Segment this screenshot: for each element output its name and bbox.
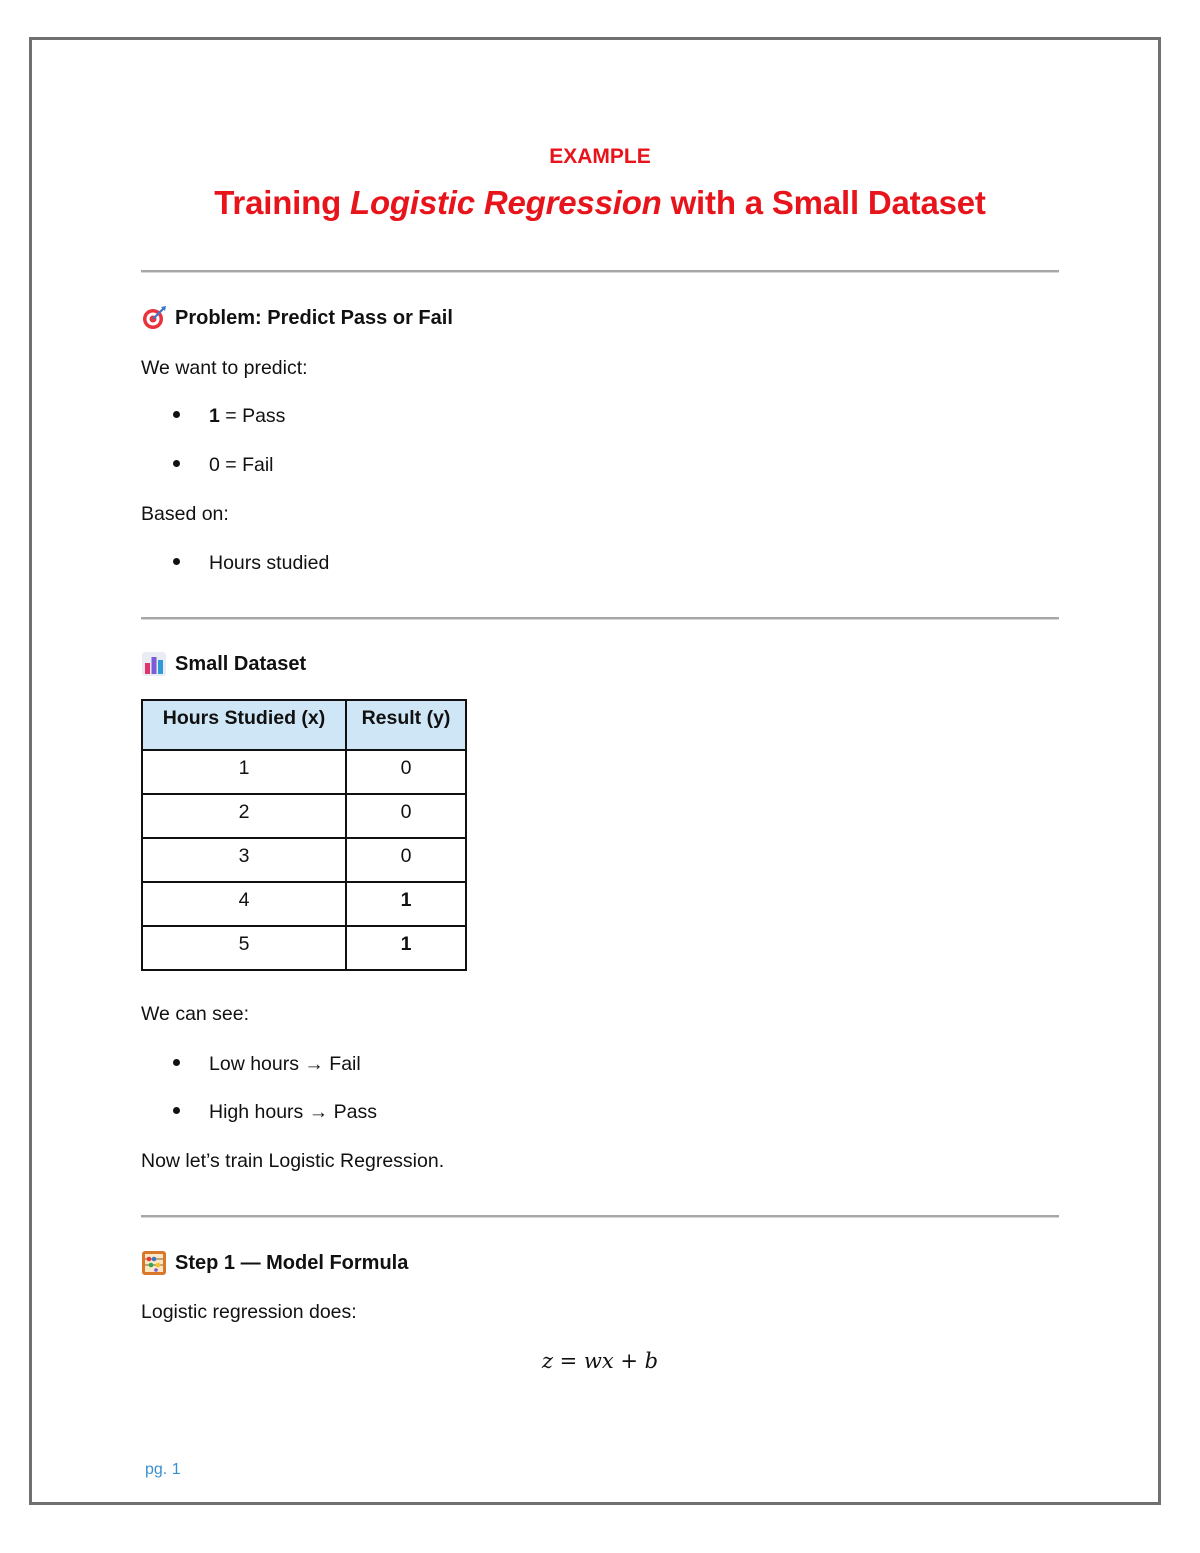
table-header-row xyxy=(142,700,466,750)
column-header-hours: Hours Studied (x) xyxy=(142,700,346,750)
list-item: 0 = Fail xyxy=(173,454,274,477)
step1-heading xyxy=(141,1250,408,1276)
model-formula: z = wx + b xyxy=(541,1349,659,1373)
section-divider xyxy=(141,270,1059,272)
table-row xyxy=(142,750,466,794)
bar-chart-icon xyxy=(141,651,167,677)
list-item: Hours studied xyxy=(173,552,329,575)
table-row xyxy=(142,794,466,838)
list-item: Low hours → Fail xyxy=(173,1053,361,1076)
section-divider xyxy=(141,617,1059,619)
dataset-heading xyxy=(141,651,306,677)
target-icon xyxy=(141,305,167,331)
title-part-2: Logistic Regression xyxy=(350,184,662,221)
problem-heading xyxy=(141,305,453,331)
based-on-label: Based on: xyxy=(141,503,229,525)
list-item: 1 = Pass xyxy=(173,405,285,428)
column-header-result: Result (y) xyxy=(346,700,466,750)
abacus-icon xyxy=(141,1250,167,1276)
observation-intro: We can see: xyxy=(141,1003,250,1025)
step1-heading-text: Step 1 — Model Formula xyxy=(175,1251,409,1274)
cell-hours: 5 xyxy=(142,926,346,970)
section-divider xyxy=(141,1215,1059,1217)
document-label: EXAMPLE xyxy=(549,145,651,168)
list-item: High hours → Pass xyxy=(173,1101,377,1124)
table-row xyxy=(142,926,466,970)
cell-result: 0 xyxy=(346,794,466,838)
cell-hours: 4 xyxy=(142,882,346,926)
title-part-3: with a Small Dataset xyxy=(661,184,986,221)
cell-result: 0 xyxy=(346,838,466,882)
document-title xyxy=(0,184,1200,222)
transition-text: Now let’s train Logistic Regression. xyxy=(141,1150,445,1172)
problem-heading-text: Problem: Predict Pass or Fail xyxy=(175,306,453,329)
cell-result: 0 xyxy=(346,750,466,794)
cell-hours: 3 xyxy=(142,838,346,882)
cell-hours: 1 xyxy=(142,750,346,794)
step1-intro: Logistic regression does: xyxy=(141,1301,357,1323)
cell-hours: 2 xyxy=(142,794,346,838)
dataset-heading-text: Small Dataset xyxy=(175,652,307,675)
dataset-table xyxy=(141,699,467,971)
cell-result: 1 xyxy=(346,882,466,926)
problem-intro: We want to predict: xyxy=(141,357,308,379)
table-row xyxy=(142,882,466,926)
table-row xyxy=(142,838,466,882)
title-part-1: Training xyxy=(214,184,351,221)
page-number: pg. 1 xyxy=(145,1461,181,1478)
cell-result: 1 xyxy=(346,926,466,970)
